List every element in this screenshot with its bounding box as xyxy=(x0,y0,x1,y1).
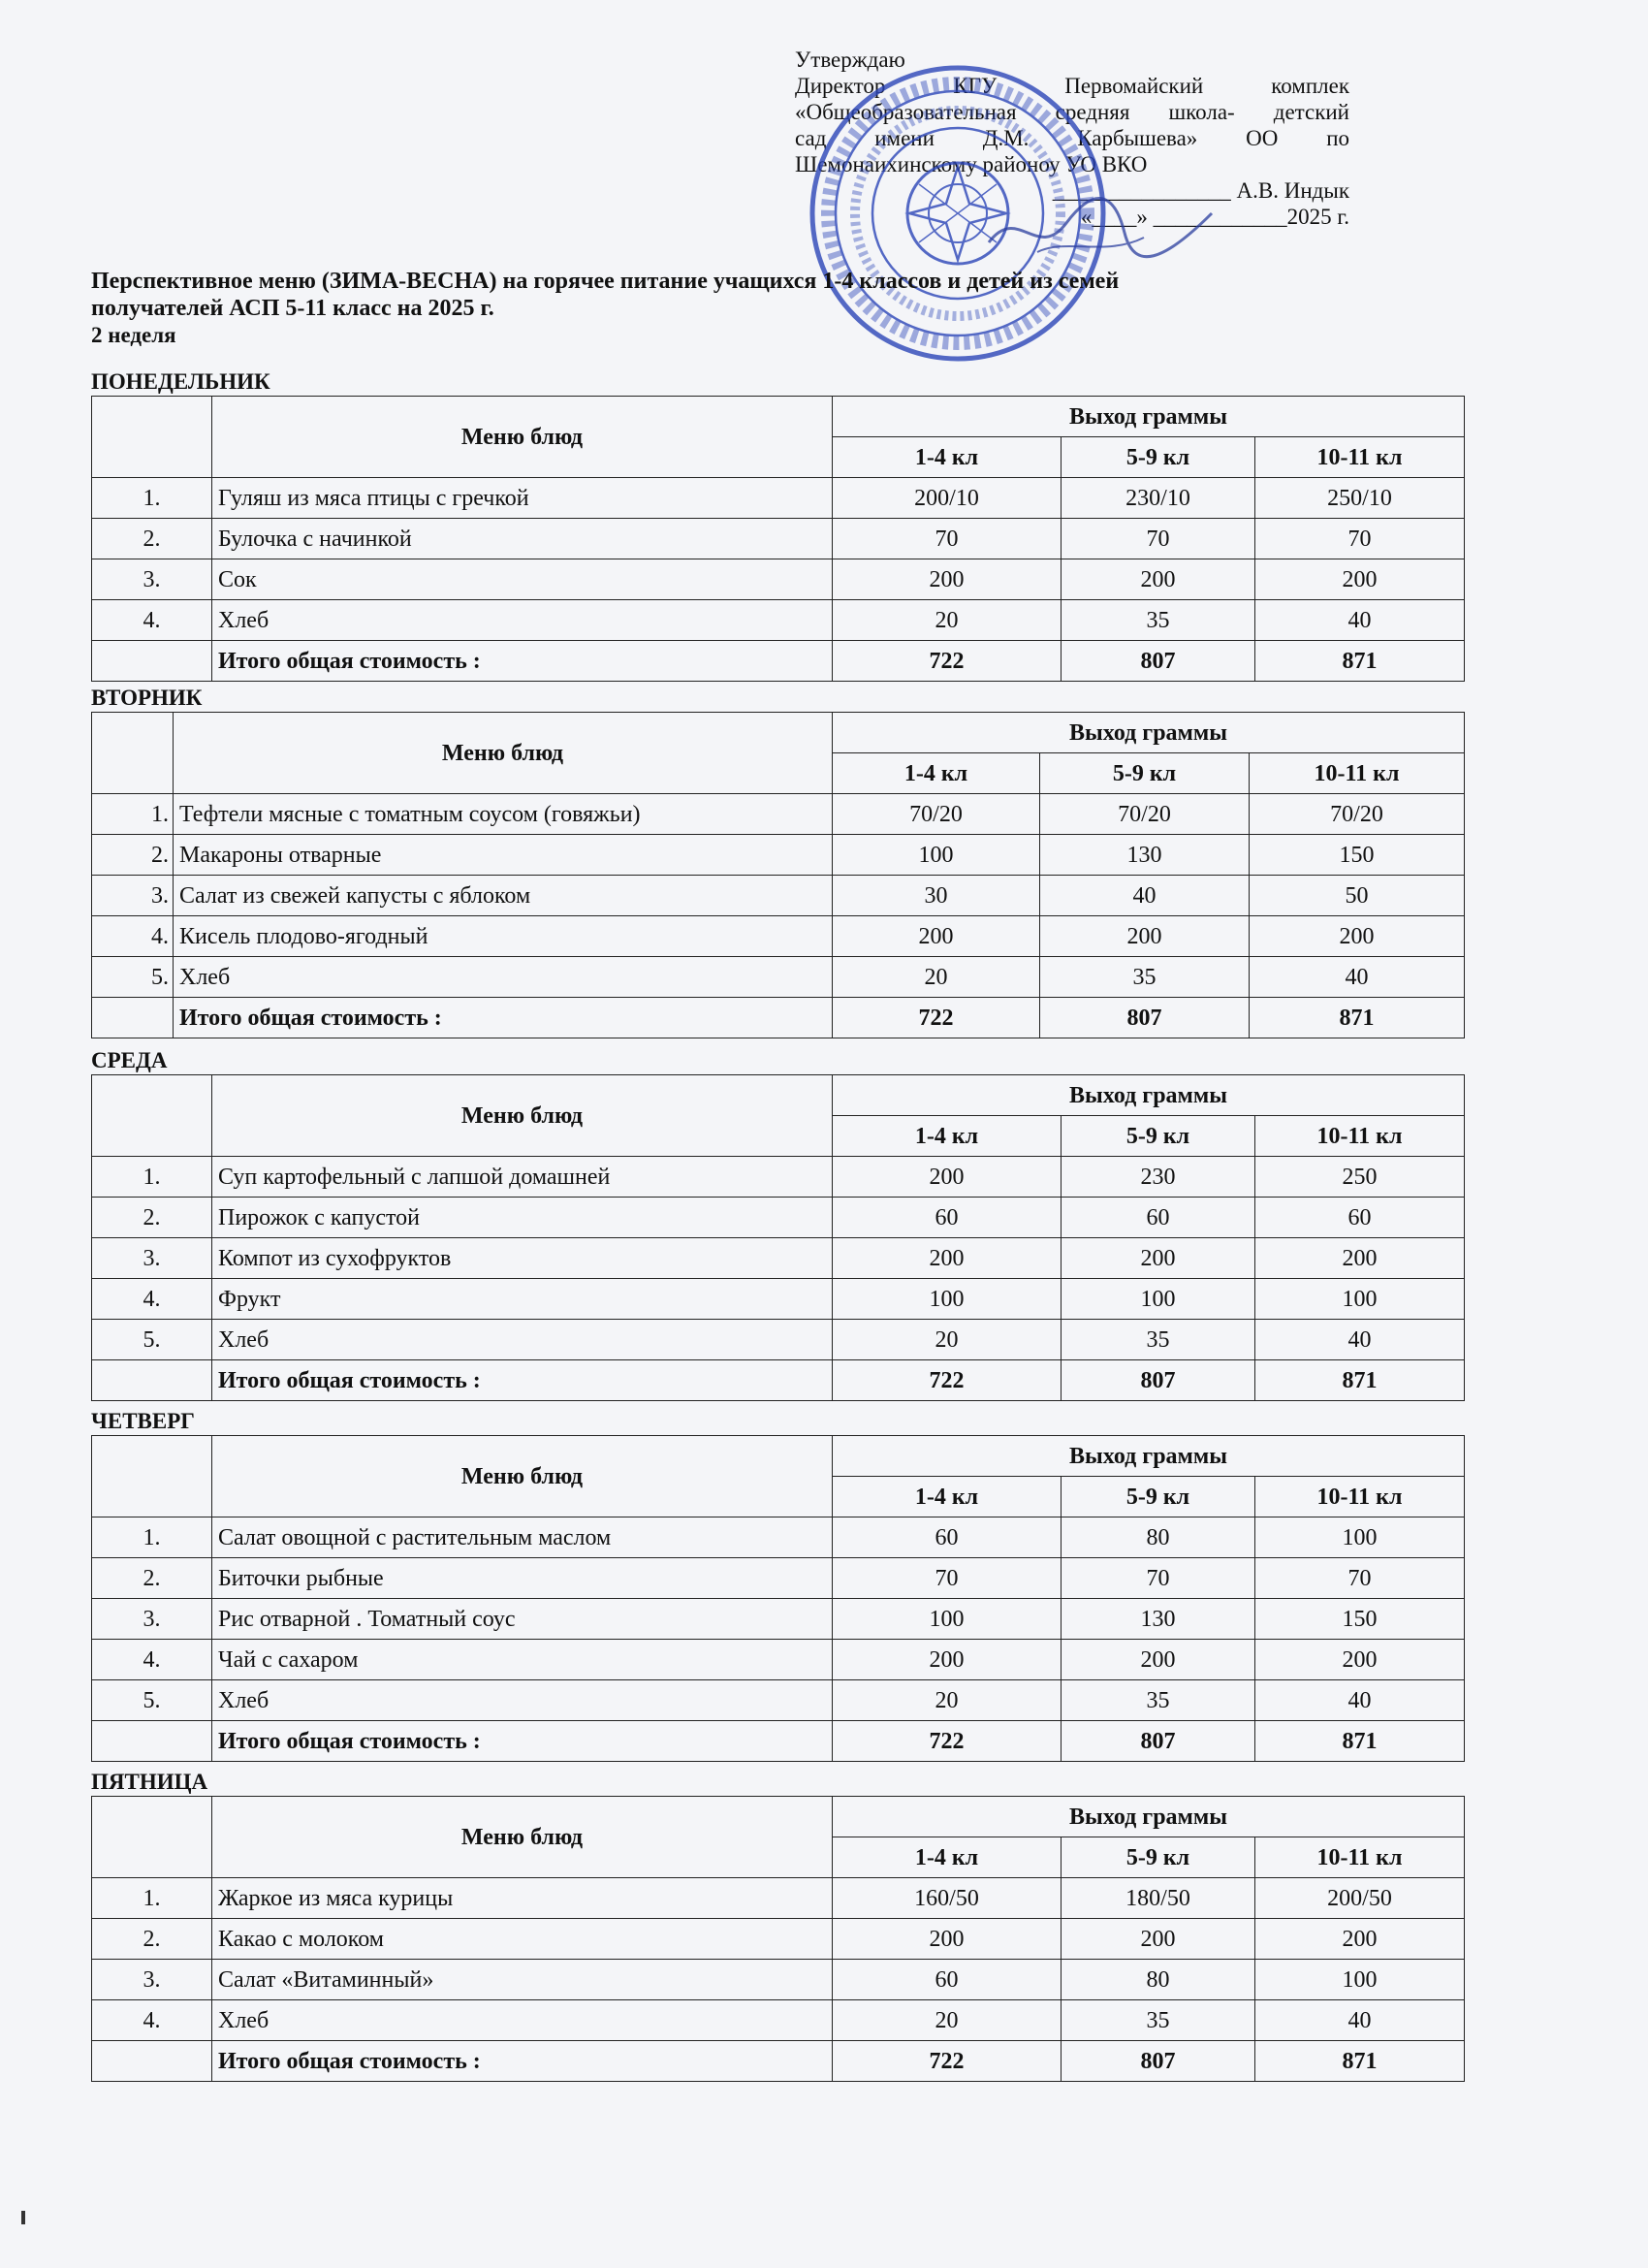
total-5-9: 807 xyxy=(1062,1360,1255,1401)
total-5-9: 807 xyxy=(1040,998,1250,1038)
value-5-9: 230/10 xyxy=(1062,478,1255,519)
header-row xyxy=(92,1075,1465,1116)
number-header-cell xyxy=(92,713,174,794)
table-row xyxy=(92,794,1465,835)
value-10-11: 200 xyxy=(1255,559,1465,600)
dish-name: Суп картофельный с лапшой домашней xyxy=(212,1157,833,1198)
header-row xyxy=(92,397,1465,437)
col-5-9-header: 5-9 кл xyxy=(1062,1837,1255,1878)
week-label: 2 неделя xyxy=(91,323,176,347)
table-row xyxy=(92,1558,1465,1599)
value-5-9: 35 xyxy=(1040,957,1250,998)
row-number: 2. xyxy=(92,1558,212,1599)
menu-header: Меню блюд xyxy=(212,1797,833,1878)
value-1-4: 60 xyxy=(833,1198,1062,1238)
value-5-9: 130 xyxy=(1040,835,1250,876)
value-1-4: 200 xyxy=(833,559,1062,600)
value-10-11: 60 xyxy=(1255,1198,1465,1238)
table-row xyxy=(92,1919,1465,1960)
dish-name: Булочка с начинкой xyxy=(212,519,833,559)
row-number: 5. xyxy=(92,1320,212,1360)
table-row xyxy=(92,957,1465,998)
row-number: 4. xyxy=(92,1279,212,1320)
value-10-11: 150 xyxy=(1250,835,1465,876)
total-1-4: 722 xyxy=(833,1721,1062,1762)
table-row xyxy=(92,835,1465,876)
value-10-11: 70 xyxy=(1255,1558,1465,1599)
value-1-4: 60 xyxy=(833,1517,1062,1558)
table-row xyxy=(92,1198,1465,1238)
total-10-11: 871 xyxy=(1255,1721,1465,1762)
value-10-11: 70 xyxy=(1255,519,1465,559)
menu-table xyxy=(91,1074,1465,1401)
value-1-4: 200 xyxy=(833,916,1040,957)
value-10-11: 40 xyxy=(1255,1320,1465,1360)
approval-organization: «Общеобразовательная средняя школа- детский xyxy=(795,100,1349,124)
dish-name: Салат из свежей капусты с яблоком xyxy=(174,876,833,916)
col-5-9-header: 5-9 кл xyxy=(1062,1477,1255,1517)
row-number: 4. xyxy=(92,600,212,641)
table-row xyxy=(92,1680,1465,1721)
value-1-4: 200 xyxy=(833,1157,1062,1198)
total-label: Итого общая стоимость : xyxy=(212,1360,833,1401)
value-10-11: 40 xyxy=(1255,2000,1465,2041)
row-number: 5. xyxy=(92,1680,212,1721)
total-number-cell xyxy=(92,641,212,682)
number-header-cell xyxy=(92,1436,212,1517)
total-1-4: 722 xyxy=(833,2041,1062,2082)
number-header-cell xyxy=(92,1075,212,1157)
dish-name: Хлеб xyxy=(212,600,833,641)
value-5-9: 35 xyxy=(1062,1320,1255,1360)
row-number: 4. xyxy=(92,916,174,957)
table-row xyxy=(92,1517,1465,1558)
total-number-cell xyxy=(92,2041,212,2082)
value-10-11: 200 xyxy=(1255,1640,1465,1680)
total-row xyxy=(92,998,1465,1038)
value-1-4: 20 xyxy=(833,2000,1062,2041)
value-5-9: 60 xyxy=(1062,1198,1255,1238)
row-number: 2. xyxy=(92,1919,212,1960)
day-block-friday xyxy=(91,1771,1466,2082)
table-row xyxy=(92,1157,1465,1198)
total-5-9: 807 xyxy=(1062,641,1255,682)
value-5-9: 200 xyxy=(1062,1238,1255,1279)
col-1-4-header: 1-4 кл xyxy=(833,437,1062,478)
value-1-4: 20 xyxy=(833,1320,1062,1360)
menu-header: Меню блюд xyxy=(212,1075,833,1157)
col-5-9-header: 5-9 кл xyxy=(1062,1116,1255,1157)
day-block-monday xyxy=(91,370,1466,682)
value-5-9: 35 xyxy=(1062,1680,1255,1721)
col-10-11-header: 10-11 кл xyxy=(1250,753,1465,794)
row-number: 1. xyxy=(92,1517,212,1558)
approval-position: Директор КГУ Первомайский комплек xyxy=(795,74,1349,98)
value-5-9: 180/50 xyxy=(1062,1878,1255,1919)
menu-table xyxy=(91,1796,1465,2082)
total-number-cell xyxy=(92,1360,212,1401)
col-1-4-header: 1-4 кл xyxy=(833,1477,1062,1517)
table-row xyxy=(92,1599,1465,1640)
table-row xyxy=(92,478,1465,519)
table-row xyxy=(92,519,1465,559)
document-title xyxy=(91,268,1468,349)
table-row xyxy=(92,1878,1465,1919)
row-number: 1. xyxy=(92,478,212,519)
value-5-9: 200 xyxy=(1062,1640,1255,1680)
value-1-4: 200 xyxy=(833,1919,1062,1960)
value-10-11: 100 xyxy=(1255,1279,1465,1320)
dish-name: Макароны отварные xyxy=(174,835,833,876)
dish-name: Кисель плодово-ягодный xyxy=(174,916,833,957)
total-10-11: 871 xyxy=(1250,998,1465,1038)
approval-date-line: «____» ____________2025 г. xyxy=(1080,205,1349,229)
row-number: 2. xyxy=(92,519,212,559)
total-5-9: 807 xyxy=(1062,2041,1255,2082)
total-1-4: 722 xyxy=(833,1360,1062,1401)
row-number: 5. xyxy=(92,957,174,998)
value-10-11: 100 xyxy=(1255,1517,1465,1558)
row-number: 4. xyxy=(92,1640,212,1680)
total-10-11: 871 xyxy=(1255,2041,1465,2082)
row-number: 3. xyxy=(92,1960,212,2000)
value-5-9: 35 xyxy=(1062,600,1255,641)
table-row xyxy=(92,600,1465,641)
day-block-thursday xyxy=(91,1410,1466,1762)
value-10-11: 50 xyxy=(1250,876,1465,916)
value-10-11: 200 xyxy=(1255,1238,1465,1279)
value-5-9: 70/20 xyxy=(1040,794,1250,835)
table-row xyxy=(92,559,1465,600)
value-5-9: 230 xyxy=(1062,1157,1255,1198)
table-row xyxy=(92,916,1465,957)
dish-name: Тефтели мясные с томатным соусом (говяжьи) xyxy=(174,794,833,835)
value-1-4: 200 xyxy=(833,1640,1062,1680)
output-header: Выход граммы xyxy=(833,1075,1465,1116)
total-label: Итого общая стоимость : xyxy=(174,998,833,1038)
value-10-11: 40 xyxy=(1250,957,1465,998)
value-1-4: 20 xyxy=(833,957,1040,998)
menu-header: Меню блюд xyxy=(212,1436,833,1517)
value-5-9: 80 xyxy=(1062,1517,1255,1558)
col-10-11-header: 10-11 кл xyxy=(1255,1837,1465,1878)
value-10-11: 100 xyxy=(1255,1960,1465,2000)
value-5-9: 200 xyxy=(1062,1919,1255,1960)
value-10-11: 200 xyxy=(1255,1919,1465,1960)
total-10-11: 871 xyxy=(1255,641,1465,682)
value-1-4: 70/20 xyxy=(833,794,1040,835)
value-1-4: 200 xyxy=(833,1238,1062,1279)
day-title: СРЕДА xyxy=(91,1048,168,1072)
value-1-4: 200/10 xyxy=(833,478,1062,519)
total-5-9: 807 xyxy=(1062,1721,1255,1762)
value-1-4: 100 xyxy=(833,1279,1062,1320)
title-line-2: получателей АСП 5-11 класс на 2025 г. xyxy=(91,296,494,321)
dish-name: Хлеб xyxy=(174,957,833,998)
value-5-9: 100 xyxy=(1062,1279,1255,1320)
value-5-9: 200 xyxy=(1062,559,1255,600)
value-5-9: 70 xyxy=(1062,519,1255,559)
output-header: Выход граммы xyxy=(833,713,1465,753)
header-row xyxy=(92,1436,1465,1477)
dish-name: Сок xyxy=(212,559,833,600)
dish-name: Компот из сухофруктов xyxy=(212,1238,833,1279)
signature-icon xyxy=(979,184,1221,272)
day-title: ПОНЕДЕЛЬНИК xyxy=(91,369,270,394)
approval-heading: Утверждаю xyxy=(795,48,905,72)
dish-name: Хлеб xyxy=(212,1320,833,1360)
menu-table xyxy=(91,712,1465,1038)
total-1-4: 722 xyxy=(833,998,1040,1038)
value-1-4: 70 xyxy=(833,1558,1062,1599)
col-1-4-header: 1-4 кл xyxy=(833,1837,1062,1878)
table-row xyxy=(92,1279,1465,1320)
dish-name: Гуляш из мяса птицы с гречкой xyxy=(212,478,833,519)
row-number: 1. xyxy=(92,794,174,835)
total-label: Итого общая стоимость : xyxy=(212,1721,833,1762)
col-5-9-header: 5-9 кл xyxy=(1062,437,1255,478)
day-title: ЧЕТВЕРГ xyxy=(91,1409,195,1433)
dish-name: Фрукт xyxy=(212,1279,833,1320)
title-line-1: Перспективное меню (ЗИМА-ВЕСНА) на горячее питание учащихся 1-4 классов и детей из семей xyxy=(91,269,1120,294)
table-row xyxy=(92,1320,1465,1360)
row-number: 2. xyxy=(92,835,174,876)
col-10-11-header: 10-11 кл xyxy=(1255,1116,1465,1157)
row-number: 3. xyxy=(92,876,174,916)
day-block-tuesday xyxy=(91,687,1466,1038)
value-10-11: 250 xyxy=(1255,1157,1465,1198)
total-row xyxy=(92,641,1465,682)
number-header-cell xyxy=(92,1797,212,1878)
dish-name: Жаркое из мяса курицы xyxy=(212,1878,833,1919)
output-header: Выход граммы xyxy=(833,1797,1465,1837)
col-1-4-header: 1-4 кл xyxy=(833,1116,1062,1157)
output-header: Выход граммы xyxy=(833,1436,1465,1477)
total-row xyxy=(92,2041,1465,2082)
col-1-4-header: 1-4 кл xyxy=(833,753,1040,794)
number-header-cell xyxy=(92,397,212,478)
value-1-4: 30 xyxy=(833,876,1040,916)
menu-header: Меню блюд xyxy=(174,713,833,794)
table-row xyxy=(92,876,1465,916)
value-5-9: 200 xyxy=(1040,916,1250,957)
scan-mark xyxy=(21,2211,25,2224)
row-number: 1. xyxy=(92,1878,212,1919)
value-5-9: 70 xyxy=(1062,1558,1255,1599)
approval-organization-3: Шемонаихинскому районоу УО ВКО xyxy=(795,152,1148,176)
dish-name: Хлеб xyxy=(212,1680,833,1721)
header-row xyxy=(92,1797,1465,1837)
value-1-4: 70 xyxy=(833,519,1062,559)
col-10-11-header: 10-11 кл xyxy=(1255,1477,1465,1517)
value-1-4: 20 xyxy=(833,600,1062,641)
total-number-cell xyxy=(92,1721,212,1762)
dish-name: Хлеб xyxy=(212,2000,833,2041)
col-10-11-header: 10-11 кл xyxy=(1255,437,1465,478)
table-row xyxy=(92,1960,1465,2000)
value-1-4: 100 xyxy=(833,1599,1062,1640)
value-10-11: 40 xyxy=(1255,1680,1465,1721)
header-row xyxy=(92,713,1465,753)
row-number: 4. xyxy=(92,2000,212,2041)
total-row xyxy=(92,1360,1465,1401)
menu-table xyxy=(91,1435,1465,1762)
dish-name: Салат «Витаминный» xyxy=(212,1960,833,2000)
output-header: Выход граммы xyxy=(833,397,1465,437)
day-block-wednesday xyxy=(91,1049,1466,1401)
value-5-9: 35 xyxy=(1062,2000,1255,2041)
total-1-4: 722 xyxy=(833,641,1062,682)
value-10-11: 250/10 xyxy=(1255,478,1465,519)
dish-name: Салат овощной с растительным маслом xyxy=(212,1517,833,1558)
total-label: Итого общая стоимость : xyxy=(212,641,833,682)
dish-name: Пирожок с капустой xyxy=(212,1198,833,1238)
row-number: 3. xyxy=(92,559,212,600)
value-10-11: 200/50 xyxy=(1255,1878,1465,1919)
table-row xyxy=(92,2000,1465,2041)
value-1-4: 100 xyxy=(833,835,1040,876)
approval-organization-2: сад имени Д.М. Карбышева» ОО по xyxy=(795,126,1349,150)
value-1-4: 160/50 xyxy=(833,1878,1062,1919)
dish-name: Рис отварной . Томатный соус xyxy=(212,1599,833,1640)
day-title: ПЯТНИЦА xyxy=(91,1770,208,1794)
day-title: ВТОРНИК xyxy=(91,686,203,710)
menu-header: Меню блюд xyxy=(212,397,833,478)
row-number: 3. xyxy=(92,1238,212,1279)
approval-signature-line: ________________ А.В. Индык xyxy=(1052,178,1349,203)
table-row xyxy=(92,1640,1465,1680)
value-1-4: 20 xyxy=(833,1680,1062,1721)
table-row xyxy=(92,1238,1465,1279)
menu-table xyxy=(91,396,1465,682)
total-number-cell xyxy=(92,998,174,1038)
total-10-11: 871 xyxy=(1255,1360,1465,1401)
row-number: 3. xyxy=(92,1599,212,1640)
value-5-9: 80 xyxy=(1062,1960,1255,2000)
row-number: 2. xyxy=(92,1198,212,1238)
dish-name: Какао с молоком xyxy=(212,1919,833,1960)
value-10-11: 200 xyxy=(1250,916,1465,957)
dish-name: Биточки рыбные xyxy=(212,1558,833,1599)
total-label: Итого общая стоимость : xyxy=(212,2041,833,2082)
value-10-11: 150 xyxy=(1255,1599,1465,1640)
col-5-9-header: 5-9 кл xyxy=(1040,753,1250,794)
value-5-9: 40 xyxy=(1040,876,1250,916)
value-5-9: 130 xyxy=(1062,1599,1255,1640)
dish-name: Чай с сахаром xyxy=(212,1640,833,1680)
row-number: 1. xyxy=(92,1157,212,1198)
value-1-4: 60 xyxy=(833,1960,1062,2000)
total-row xyxy=(92,1721,1465,1762)
value-10-11: 70/20 xyxy=(1250,794,1465,835)
value-10-11: 40 xyxy=(1255,600,1465,641)
